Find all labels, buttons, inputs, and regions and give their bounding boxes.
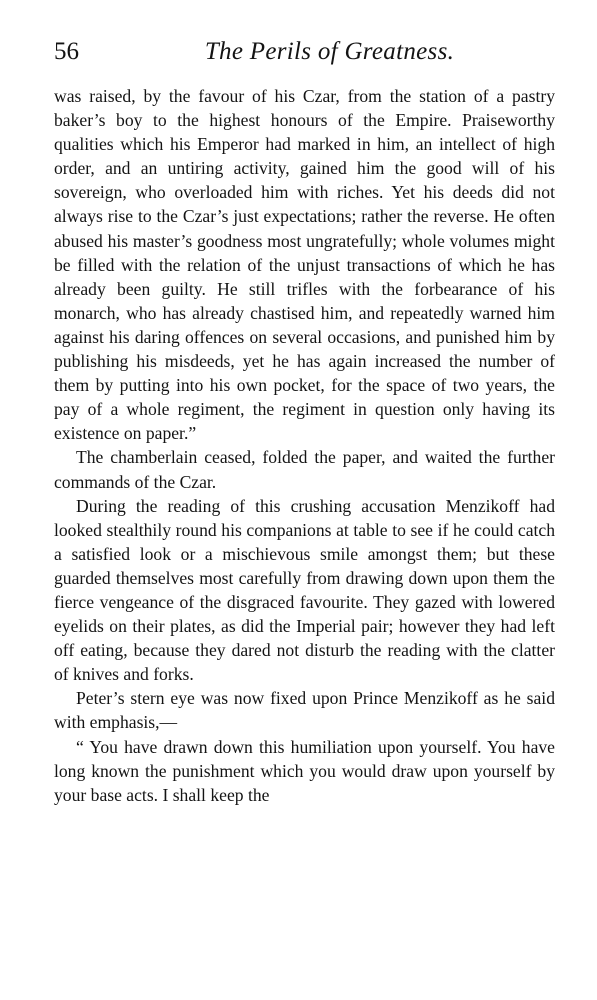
running-header [54, 38, 555, 78]
paragraph: During the reading of this crushing accusation Menzikoff had looked stealthily round his companions at table to see if he could catch a satisfied look or a mischievous smile amongst them; but these guarded themselves most carefully from drawing down upon them the fierce vengeance of the disgraced favourite. They gazed with lowered eyelids on their plates, as did the Imperial pair; however they had left off eating, because they dared not disturb the reading with the clatter of knives and forks. [54, 495, 555, 685]
paragraph: Peter’s stern eye was now fixed upon Prince Menzikoff as he said with emphasis,— [54, 688, 555, 733]
paragraph: The chamberlain ceased, folded the paper, and waited the further commands of the Czar. [54, 447, 555, 492]
paragraph: “ You have drawn down this humiliation upon yourself. You have long known the punishment which you would draw upon yourself by your base acts. I shall keep the [54, 736, 555, 805]
body-text [54, 84, 555, 807]
running-title: The Perils of Greatness. [204, 38, 455, 65]
page-number: 56 [54, 38, 79, 65]
paragraph: was raised, by the favour of his Czar, from the station of a pastry baker’s boy to the highest honours of the Empire. Praiseworthy qualities which his Emperor had marked in him, an intellect of high order, and an untiring activity, gained him the good will of his sovereign, who overloaded him with riches. Yet his deeds did not always rise to the Czar’s just expectations; rather the reverse. He often abused his master’s goodness most ungratefully; whole volumes might be filled with the relation of the unjust transactions of which he has already been guilty. He still trifles with the forbearance of his monarch, who has already chastised him, and repeatedly warned him against his daring offences on several occasions, and punished him by publishing his misdeeds, yet he has again increased the number of them by putting into his own pocket, for the space of two years, the pay of a whole regiment, the regiment in question only having its existence on paper.” [54, 86, 555, 444]
